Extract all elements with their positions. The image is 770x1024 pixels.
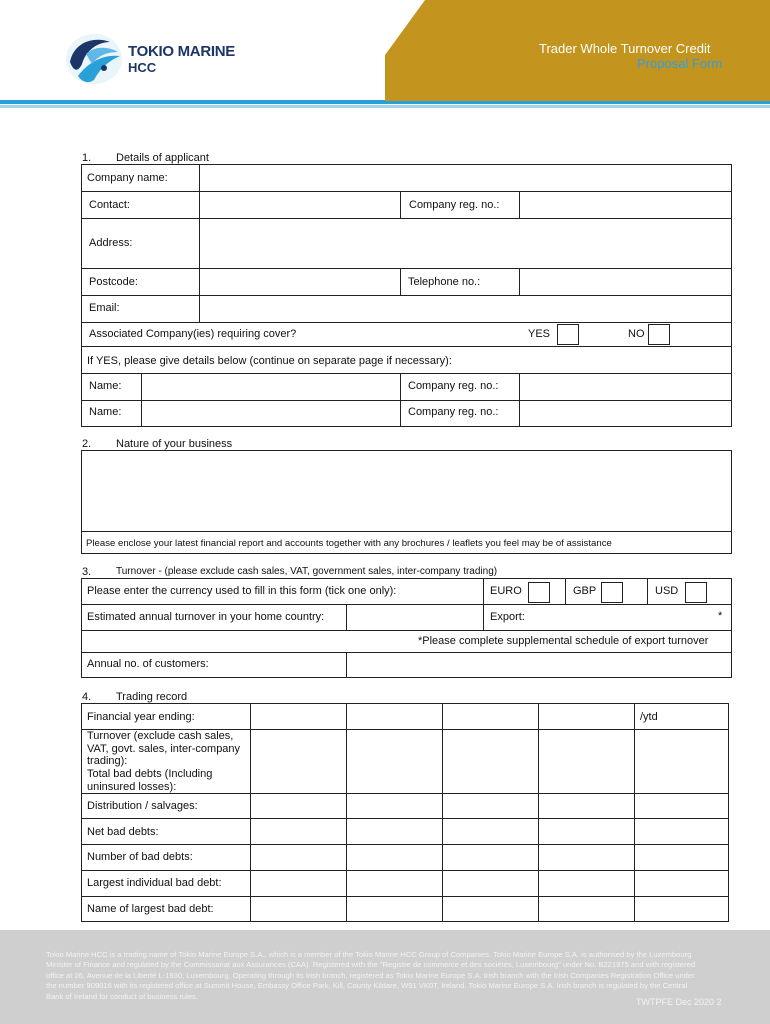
trading-row-label: Largest individual bad debt:	[87, 877, 222, 889]
telephone-field[interactable]	[520, 269, 731, 295]
associated-reg2-field[interactable]	[520, 401, 731, 427]
trading-row-label: Name of largest bad debt:	[87, 903, 214, 915]
currency-euro-checkbox[interactable]	[528, 582, 550, 603]
associated-no-checkbox[interactable]	[648, 324, 670, 345]
trading-row-label: Distribution / salvages:	[87, 800, 198, 812]
trading-row-label: Turnover (exclude cash sales, VAT, govt. sales, inter-company trading):	[87, 730, 241, 767]
section1-number: 1.	[82, 152, 92, 164]
nature-of-business-field[interactable]	[82, 451, 731, 531]
trading-row-label: Financial year ending:	[87, 711, 195, 723]
export-schedule-note: *Please complete supplemental schedule of export turnover	[418, 635, 709, 647]
footer-legal-text: Tokio Marine HCC is a trading name of Tokio Marine Europe S.A., which is a member of the Tokio Marine HCC Group of Companies. Tokio Marine Europe S.A. is authorised by the Luxembourg Minister of Finance and regulated by the Commissariat aux Assurances (CAA). Registered with the "Registre de commerce et des sociétés, Luxembourg" under No. B221975 and with registered office at 26, Avenue de la Liberté L-1930, Luxembourg. Operating through its Irish branch, registered as Tokio Marine Europe S.A. Irish branch with the Irish Companies Registration Office under the number 909016 with its registered office at Summit House, Embassy Office Park, Kill, County Kildare, W91 VK0T, Ireland. Tokio Marine Europe S.A. Irish branch is regulated by the Central Bank of Ireland for conduct of business rules.	[46, 950, 696, 1001]
section2-number: 2.	[82, 438, 92, 450]
export-asterisk: *	[718, 610, 723, 622]
customers-field[interactable]	[347, 653, 731, 677]
trading-row-label: Net bad debts:	[87, 826, 159, 838]
logo-name-line2: HCC	[128, 60, 157, 75]
email-field[interactable]	[200, 296, 731, 322]
export-turnover-field[interactable]	[530, 605, 710, 630]
telephone-label: Telephone no.:	[408, 276, 481, 288]
company-name-field[interactable]	[200, 165, 731, 191]
associated-name1-field[interactable]	[142, 374, 400, 400]
annual-turnover-field[interactable]	[347, 605, 483, 630]
form-title: Trader Whole Turnover Credit	[539, 41, 711, 56]
company-reg-label: Company reg. no.:	[409, 199, 500, 211]
associated-reg1-field[interactable]	[520, 374, 731, 400]
customers-label: Annual no. of customers:	[87, 658, 209, 670]
associated-name1-label: Name:	[89, 380, 122, 392]
associated-reg1-label: Company reg. no.:	[408, 380, 499, 392]
currency-question: Please enter the currency used to fill in this form (tick one only):	[87, 585, 397, 597]
section3-number: 3.	[82, 566, 92, 578]
postcode-field[interactable]	[200, 269, 400, 295]
associated-yes-label: YES	[528, 328, 551, 340]
financial-report-note: Please enclose your latest financial report and accounts together with any brochures / leaflets you feel may be of assistance	[86, 538, 612, 549]
currency-usd-label: USD	[655, 585, 679, 597]
export-label: Export:	[490, 611, 525, 623]
section4-title: Trading record	[116, 691, 188, 703]
form-code: TWTPFE Dec 2020 2	[636, 997, 722, 1007]
trading-row-label: Number of bad debts:	[87, 851, 193, 863]
form-subtitle: Proposal Form	[637, 56, 723, 71]
company-reg-field[interactable]	[520, 192, 731, 218]
section3-title: Turnover - (please exclude cash sales, VAT, government sales, inter-company trading)	[116, 566, 498, 577]
logo-name-line1: TOKIO MARINE	[128, 43, 235, 60]
associated-name2-field[interactable]	[142, 401, 400, 427]
associated-reg2-label: Company reg. no.:	[408, 406, 499, 418]
section2-title: Nature of your business	[116, 438, 233, 450]
trading-row-label: Total bad debts (Including uninsured losses):	[87, 768, 213, 793]
associated-name2-label: Name:	[89, 406, 122, 418]
currency-gbp-label: GBP	[573, 585, 597, 597]
address-label: Address:	[89, 237, 133, 249]
section1-title: Details of applicant	[116, 152, 209, 164]
ytd-label: /ytd	[640, 711, 658, 723]
associated-companies-label: Associated Company(ies) requiring cover?	[89, 328, 297, 340]
currency-euro-label: EURO	[490, 585, 522, 597]
contact-field[interactable]	[200, 192, 400, 218]
email-label: Email:	[89, 302, 120, 314]
annual-turnover-label: Estimated annual turnover in your home country:	[87, 611, 325, 623]
tokio-marine-logo-icon	[64, 32, 126, 86]
currency-usd-checkbox[interactable]	[685, 582, 707, 603]
company-name-label: Company name:	[87, 172, 168, 184]
contact-label: Contact:	[89, 199, 130, 211]
if-yes-instruction: If YES, please give details below (continue on separate page if necessary):	[87, 355, 452, 367]
section4-number: 4.	[82, 691, 92, 703]
header-stripe-light	[0, 105, 770, 108]
address-field[interactable]	[200, 219, 731, 268]
postcode-label: Postcode:	[89, 276, 138, 288]
associated-yes-checkbox[interactable]	[557, 324, 579, 345]
currency-gbp-checkbox[interactable]	[601, 582, 623, 603]
associated-no-label: NO	[628, 328, 645, 340]
